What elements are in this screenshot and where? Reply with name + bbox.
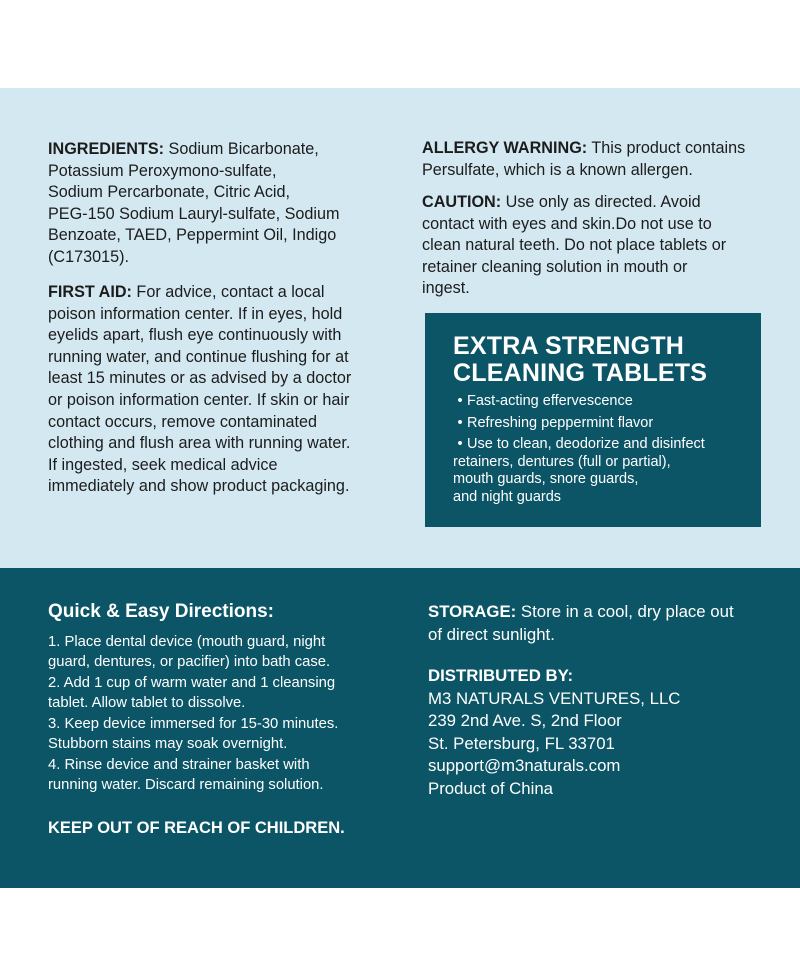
distributed-label: DISTRIBUTED BY: bbox=[428, 666, 574, 685]
directions-title: Quick & Easy Directions: bbox=[48, 601, 274, 622]
feature-item bbox=[453, 393, 705, 411]
storage-label: STORAGE: bbox=[428, 602, 517, 621]
first-aid-label: FIRST AID: bbox=[48, 283, 132, 301]
direction-step: 3. Keep device immersed for 15-30 minutes. Stubborn stains may soak overnight. bbox=[48, 716, 339, 752]
direction-step: 2. Add 1 cup of warm water and 1 cleansing tablet. Allow tablet to dissolve. bbox=[48, 675, 336, 711]
ingredients-text: Sodium Bicarbonate, Potassium Peroxymono-sulfate, Sodium Percarbonate, Citric Acid, PEG-150 Sodium Lauryl-sulfate, Sodium Benzoate, TAED, Peppermint Oil, Indigo (C173015). bbox=[48, 140, 340, 266]
feature-box-title: EXTRA STRENGTH CLEANING TABLETS bbox=[453, 332, 708, 387]
distributor-address: 239 2nd Ave. S, 2nd Floor bbox=[428, 711, 622, 730]
first-aid-block bbox=[48, 282, 418, 498]
feature-item bbox=[453, 415, 705, 433]
ingredients-label: INGREDIENTS: bbox=[48, 140, 165, 158]
direction-step: 1. Place dental device (mouth guard, night guard, dentures, or pacifier) into bath case. bbox=[48, 634, 331, 670]
distributed-block bbox=[428, 665, 788, 800]
direction-step: 4. Rinse device and strainer basket with running water. Discard remaining solution. bbox=[48, 757, 324, 794]
distributor-email: support@m3naturals.com bbox=[428, 756, 621, 775]
feature-item-text: Use to clean, deodorize and disinfect retainers, dentures (full or partial), mouth guards, snore guards, and night guards bbox=[453, 436, 705, 505]
bullet-icon: • bbox=[457, 393, 463, 409]
allergy-warning-block bbox=[422, 138, 782, 181]
bullet-icon: • bbox=[457, 414, 463, 431]
caution-block bbox=[422, 192, 782, 300]
storage-text: Store in a cool, dry place out of direct sunlight. bbox=[428, 602, 734, 644]
distributor-name: M3 NATURALS VENTURES, LLC bbox=[428, 688, 681, 708]
storage-block bbox=[428, 601, 788, 646]
feature-item bbox=[453, 436, 705, 506]
ingredients-block bbox=[48, 139, 408, 269]
bullet-icon: • bbox=[457, 436, 463, 452]
directions-list bbox=[48, 633, 338, 797]
distributor-city: St. Petersburg, FL 33701 bbox=[428, 733, 615, 753]
caution-label: CAUTION: bbox=[422, 193, 502, 211]
allergy-warning-text: This product contains Persulfate, which is a known allergen. bbox=[422, 139, 746, 179]
caution-text: Use only as directed. Avoid contact with eyes and skin.Do not use to clean natural teeth. Do not place tablets or retainer cleaning solution in mouth or ingest. bbox=[422, 193, 727, 298]
allergy-warning-label: ALLERGY WARNING: bbox=[422, 139, 588, 157]
feature-item-text: Refreshing peppermint flavor bbox=[467, 414, 654, 431]
first-aid-text: For advice, contact a local poison information center. If in eyes, hold eyelids apart, flush eye continuously with running water, and continue flushing for at least 15 minutes or as advised by a doctor or poison information center. If skin or hair contact occurs, remove contaminated clothing and flush area with running water. If ingested, seek medical advice immediately and show product packaging. bbox=[48, 283, 352, 496]
keep-out-warning: KEEP OUT OF REACH OF CHILDREN. bbox=[48, 819, 345, 837]
feature-item-text: Fast-acting effervescence bbox=[467, 393, 633, 409]
country-of-origin: Product of China bbox=[428, 778, 553, 798]
feature-list bbox=[453, 393, 705, 510]
feature-box bbox=[425, 313, 761, 527]
